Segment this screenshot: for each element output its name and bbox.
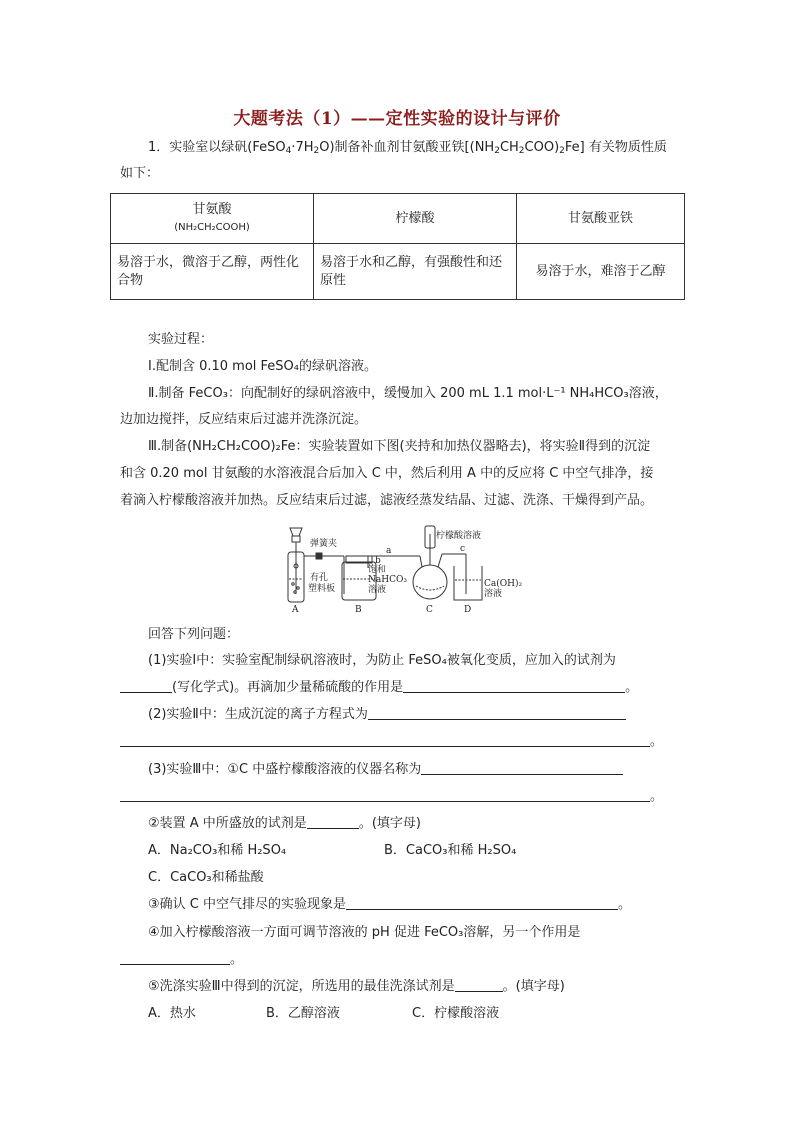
question-3-4: ④加入柠檬酸溶液一方面可调节溶液的 pH 促进 FeCO₃溶解，另一个作用是: [148, 925, 581, 940]
intro-text-a: 1．实验室以绿矾(FeSO: [148, 140, 286, 155]
question-3-2-tail: 。(填字母): [358, 816, 421, 831]
header-glycine-name: 甘氨酸: [192, 201, 232, 217]
label-B: B: [355, 605, 362, 614]
question-1a: (1)实验Ⅰ中：实验室配制绿矾溶液时，为防止 FeSO₄被氧化变质，应加入的试剂为: [148, 653, 616, 668]
table-row: [111, 244, 685, 300]
question-3-1-line2: [120, 788, 663, 806]
question-2: [148, 706, 626, 724]
answer-blank[interactable]: [455, 978, 503, 992]
question-2-text: (2)实验Ⅱ中：生成沉淀的离子方程式为: [148, 707, 368, 722]
question-3-5-tail: 。(填字母): [502, 979, 565, 994]
label-c-tube: c: [460, 544, 466, 554]
answer-blank[interactable]: [120, 679, 172, 693]
label-saturated-3: 溶液: [368, 585, 387, 595]
wash-option-c: C．柠檬酸溶液: [412, 1006, 500, 1021]
page-title: 大题考法（1）——定性实验的设计与评价: [233, 109, 561, 129]
answer-blank[interactable]: [120, 788, 650, 802]
option-a: A．Na₂CO₃和稀 H₂SO₄: [148, 843, 287, 858]
label-D: D: [464, 605, 472, 614]
label-spring-clip: 弹簧夹: [310, 539, 338, 549]
label-citric: 柠檬酸溶液: [436, 531, 482, 541]
process-step-3c: 着滴入柠檬酸溶液并加热。反应结束后过滤，滤液经蒸发结晶、过滤、洗涤、干燥得到产品。: [120, 493, 654, 508]
header-glycine: [111, 194, 314, 244]
question-3-1: [148, 761, 623, 779]
period: 。: [650, 734, 664, 749]
question-1-intro-line2: 如下：: [120, 166, 160, 181]
properties-table: [110, 193, 685, 300]
cell-glycine-props: 易溶于水，微溶于乙醇，两性化合物: [111, 244, 314, 300]
answer-blank[interactable]: [346, 896, 618, 910]
answer-blank[interactable]: [120, 951, 230, 965]
question-3-5-text: ⑤洗涤实验Ⅲ中得到的沉淀，所选用的最佳洗涤试剂是: [148, 979, 455, 994]
label-saturated-1: 饱和: [368, 565, 387, 575]
process-step-2a: Ⅱ.制备 FeCO₃：向配制好的绿矾溶液中，缓慢加入 200 mL 1.1 mol·L⁻¹ NH₄HCO₃溶液，: [148, 386, 668, 401]
label-caoh-1: Ca(OH)₂: [484, 579, 523, 589]
question-1-intro: 1．实验室以绿矾$(FeSO_4\cdot 7H_2O)$制备补血剂甘氨酸亚铁$[(NH_2CH_2COO)_2Fe]$ 有关物质性质: [148, 140, 667, 156]
process-step-3b: 和含 0.20 mol 甘氨酸的水溶液混合后加入 C 中，然后利用 A 中的反应将 C 中空气排净，接: [120, 466, 654, 481]
cell-ferrous-props: 易溶于水，难溶于乙醇: [517, 244, 685, 300]
question-1b-text: (写化学式)。再滴加少量稀硫酸的作用是: [172, 680, 404, 695]
intro-text-e: COO): [524, 140, 560, 155]
answer-blank[interactable]: [421, 761, 623, 775]
questions-intro: 回答下列问题：: [148, 627, 240, 642]
label-porous-plate-2: 塑料板: [308, 584, 336, 594]
intro-text-b: ·7H: [291, 140, 314, 155]
answer-blank[interactable]: [368, 706, 626, 720]
apparatus-d: [454, 566, 482, 600]
intro-text-f: Fe] 有关物质性质: [564, 140, 667, 155]
option-b: B．CaCO₃和稀 H₂SO₄: [384, 843, 517, 858]
apparatus-figure: [280, 524, 540, 614]
question-3-5: [148, 978, 565, 996]
header-citric-acid: 柠檬酸: [314, 194, 517, 244]
header-glycine-formula: (NH₂CH₂COOH): [174, 221, 250, 233]
period: 。: [230, 952, 244, 967]
process-step-2b: 边加边搅拌，反应结束后过滤并洗涤沉淀。: [120, 412, 368, 427]
label-C: C: [426, 605, 433, 614]
process-step-3a: Ⅲ.制备(NH₂CH₂COO)₂Fe：实验装置如下图(夹持和加热仪器略去)，将实验Ⅱ得到的沉淀: [148, 439, 651, 454]
process-label: 实验过程：: [148, 332, 214, 347]
answer-blank[interactable]: [120, 733, 650, 747]
question-3-1-text: (3)实验Ⅲ中：①C 中盛柠檬酸溶液的仪器名称为: [148, 762, 422, 777]
intro-text-c: O)制备补血剂甘氨酸亚铁[(NH: [319, 140, 495, 155]
label-b: b: [375, 556, 381, 566]
question-3-3: [148, 896, 631, 914]
period: 。: [650, 789, 664, 804]
cell-citric-props: 易溶于水和乙醇，有强酸性和还原性: [314, 244, 517, 300]
wash-option-a: A．热水: [148, 1006, 196, 1021]
label-porous-plate-1: 有孔: [310, 573, 329, 583]
period: 。: [618, 897, 632, 912]
answer-blank[interactable]: [403, 679, 625, 693]
label-A: A: [292, 605, 299, 614]
question-3-4-line2: [120, 951, 243, 969]
question-3-2-text: ②装置 A 中所盛放的试剂是: [148, 816, 307, 831]
label-saturated-2: NaHCO₃: [368, 575, 407, 585]
label-a: a: [386, 546, 392, 556]
option-c: C．CaCO₃和稀盐酸: [148, 870, 264, 885]
question-2-line2: [120, 733, 663, 751]
intro-text-d: CH: [499, 140, 519, 155]
label-caoh-2: 溶液: [484, 589, 503, 599]
question-3-2: [148, 815, 421, 833]
header-ferrous-glycinate: 甘氨酸亚铁: [517, 194, 685, 244]
wash-option-b: B．乙醇溶液: [266, 1006, 340, 1021]
question-1b: [120, 679, 638, 697]
question-3-3-text: ③确认 C 中空气排尽的实验现象是: [148, 897, 346, 912]
period: 。: [625, 680, 639, 695]
process-step-1: Ⅰ.配制含 0.10 mol FeSO₄的绿矾溶液。: [148, 359, 377, 374]
answer-blank[interactable]: [307, 815, 359, 829]
table-header-row: [111, 194, 685, 244]
